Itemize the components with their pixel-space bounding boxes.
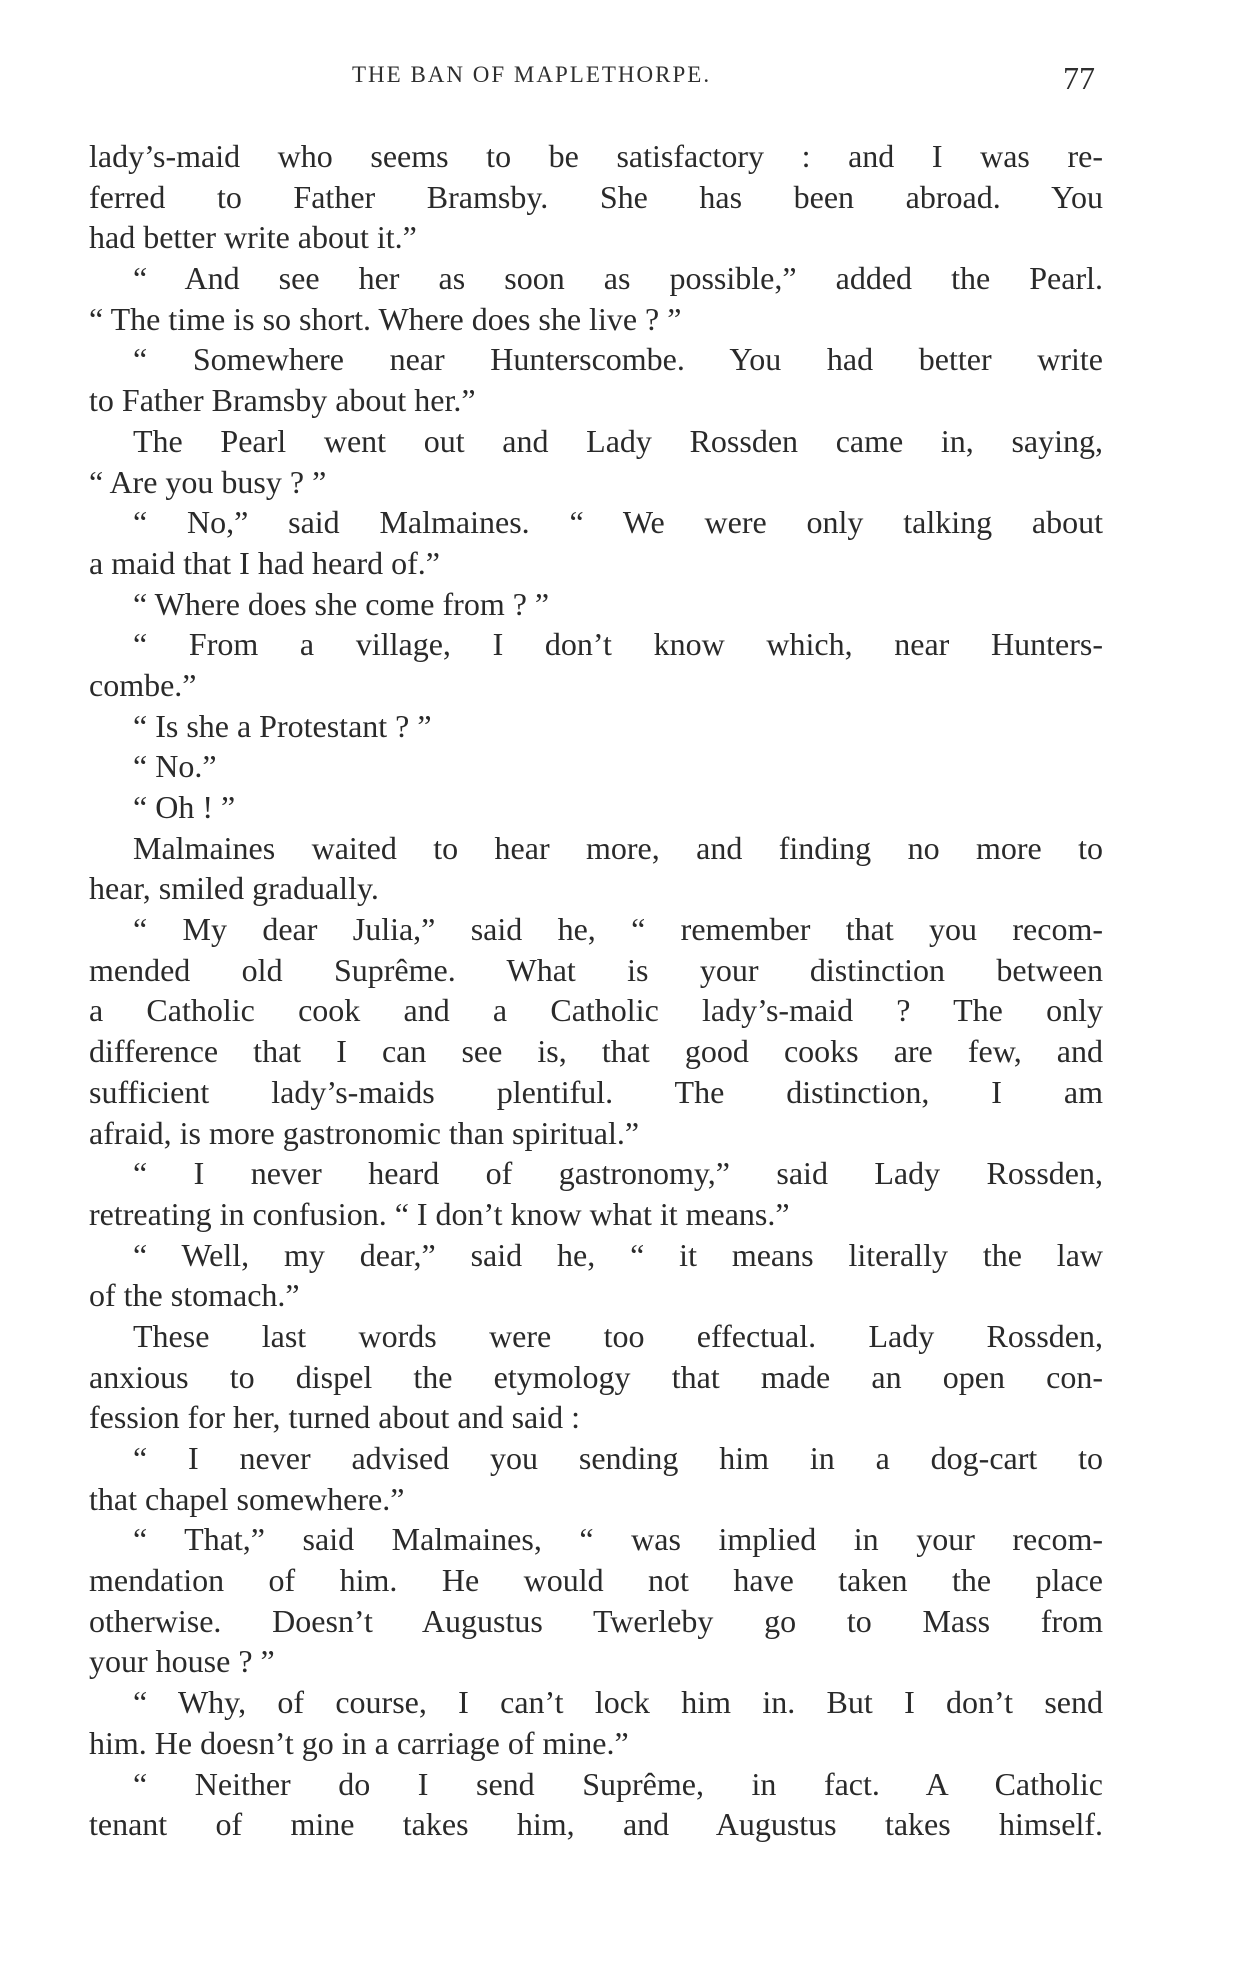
text-line: “ I never advised you sending him in a dog-cart to [133,1440,1103,1476]
text-line: tenant of mine takes him, and Augustus takes himself. [89,1806,1103,1843]
text-line: “ And see her as soon as possible,” added the Pearl. [133,260,1103,297]
text-line: anxious to dispel the etymology that made an open con- [89,1358,1103,1395]
text-line: afraid, is more gastronomic than spiritual.” [89,1114,640,1151]
running-title: THE BAN OF MAPLETHORPE. [352,62,712,87]
text-line: him. He doesn’t go in a carriage of mine.” [89,1724,629,1761]
text-line: “ The time is so short. Where does she live ? ” [89,300,682,337]
text-line: a Catholic cook and a Catholic lady’s-maid ? The only [89,992,1103,1029]
text-line: otherwise. Doesn’t Augustus Twerleby go to Mass from [89,1602,1103,1639]
text-line: “ My dear Julia,” said he, “ remember that you recom- [133,911,1103,948]
text-line: difference that I can see is, that good cooks are few, and [89,1033,1103,1070]
text-line: The Pearl went out and Lady Rossden came in, saying, [133,422,1103,459]
text-line: to Father Bramsby about her.” [89,382,476,419]
text-line: that chapel somewhere.” [89,1480,405,1517]
text-line: ferred to Father Bramsby. She has been abroad. You [89,178,1103,215]
text-line: retreating in confusion. “ I don’t know what it means.” [89,1195,790,1232]
text-line: lady’s-maid who seems to be satisfactory : and I was re- [89,138,1103,174]
text-line: “ Oh ! ” [133,789,236,825]
text-line: sufficient lady’s-maids plentiful. The distinction, I am [89,1073,1103,1110]
text-line: These last words were too effectual. Lady Rossden, [133,1317,1103,1354]
text-line: mendation of him. He would not have taken the place [89,1562,1103,1599]
text-line: “ I never heard of gastronomy,” said Lady Rossden, [133,1155,1103,1192]
text-line: “ No,” said Malmaines. “ We were only talking about [133,504,1103,541]
text-line: “ Why, of course, I can’t lock him in. But I don’t send [133,1684,1103,1721]
text-line: “ Is she a Protestant ? ” [133,707,432,744]
text-line: “ Well, my dear,” said he, “ it means literally the law [133,1236,1103,1273]
text-line: “ No.” [133,748,217,785]
text-line: “ Where does she come from ? ” [133,585,550,622]
text-line: hear, smiled gradually. [89,870,379,907]
text-line: “ From a village, I don’t know which, near Hunters- [133,626,1103,663]
text-line: your house ? ” [89,1643,275,1680]
text-line: “ Somewhere near Hunterscombe. You had better write [133,341,1103,378]
text-line: combe.” [89,666,197,703]
text-line: “ That,” said Malmaines, “ was implied in your recom- [133,1521,1103,1558]
body-text [89,136,1103,1845]
text-line: a maid that I had heard of.” [89,544,440,581]
text-line: fession for her, turned about and said : [89,1399,581,1436]
text-line: of the stomach.” [89,1277,300,1314]
text-line: Malmaines waited to hear more, and finding no more to [133,829,1103,866]
text-line: mended old Suprême. What is your distinction between [89,951,1103,988]
text-line: “ Neither do I send Suprême, in fact. A Catholic [133,1765,1103,1802]
text-line: “ Are you busy ? ” [89,463,327,500]
text-line: had better write about it.” [89,219,417,256]
page-number: 77 [1063,60,1095,96]
